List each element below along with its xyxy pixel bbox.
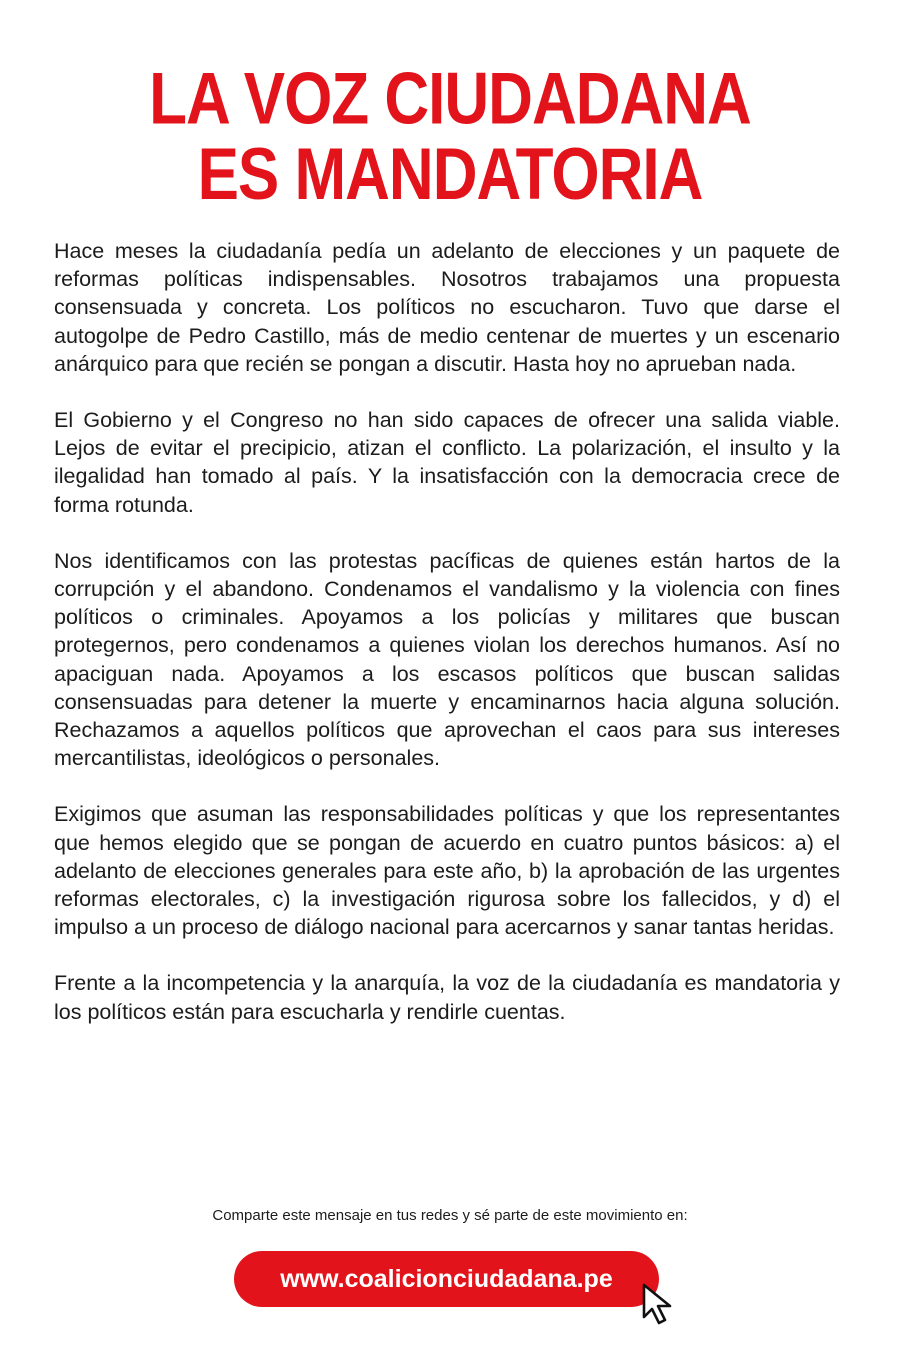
paragraph-5: Frente a la incompetencia y la anarquía, la voz de la ciudadanía es mandatoria y los políticos están para escucharla y rendirle cuentas.	[54, 971, 840, 1024]
title-line-1: LA VOZ CIUDADANA	[149, 58, 751, 140]
paragraph-4: Exigimos que asuman las responsabilidades políticas y que los representantes que hemos elegido que se pongan de acuerdo en cuatro puntos básicos: a) el adelanto de elecciones generales para este año, b) la aprobación de las urgentes reformas electorales, c) la investigación rigurosa sobre los fallecidos, y d) el impulso a un proceso de diálogo nacional para acercarnos y sanar tantas heridas.	[54, 802, 840, 940]
title-line-2: ES MANDATORIA	[197, 133, 703, 216]
paragraph-2: El Gobierno y el Congreso no han sido capaces de ofrecer una salida viable. Lejos de evitar el precipicio, atizan el conflicto. La polarización, el insulto y la ilegalidad han tomado al país. Y la insatisfacción con la democracia crece de forma rotunda.	[54, 408, 840, 517]
statement-body	[54, 237, 840, 1054]
paragraph-1: Hace meses la ciudadanía pedía un adelanto de elecciones y un paquete de reformas políticas indispensables. Nosotros trabajamos una propuesta consensuada y concreta. Los políticos no escucharon. Tuvo que darse el autogolpe de Pedro Castillo, más de medio centenar de muertes y un escenario anárquico para que recién se pongan a discutir. Hasta hoy no aprueban nada.	[54, 239, 840, 376]
paragraph-3: Nos identificamos con las protestas pacíficas de quienes están hartos de la corrupción y el abandono. Condenamos el vandalismo y la violencia con fines políticos o criminales. Apoyamos a los policías y militares que buscan protegernos, pero condenamos a quienes violan los derechos humanos. Así no apaciguan nada. Apoyamos a los escasos políticos que buscan salidas consensuadas para detener la muerte y encaminarnos hacia alguna solución. Rechazamos a aquellos políticos que aprovechan el caos para sus intereses mercantilistas, ideológicos o personales.	[54, 548, 840, 771]
website-link-button[interactable]: www.coalicionciudadana.pe	[234, 1251, 659, 1307]
pointer-cursor-icon	[640, 1283, 680, 1327]
share-note: Comparte este mensaje en tus redes y sé parte de este movimiento en:	[212, 1207, 688, 1224]
page-title	[0, 58, 900, 216]
